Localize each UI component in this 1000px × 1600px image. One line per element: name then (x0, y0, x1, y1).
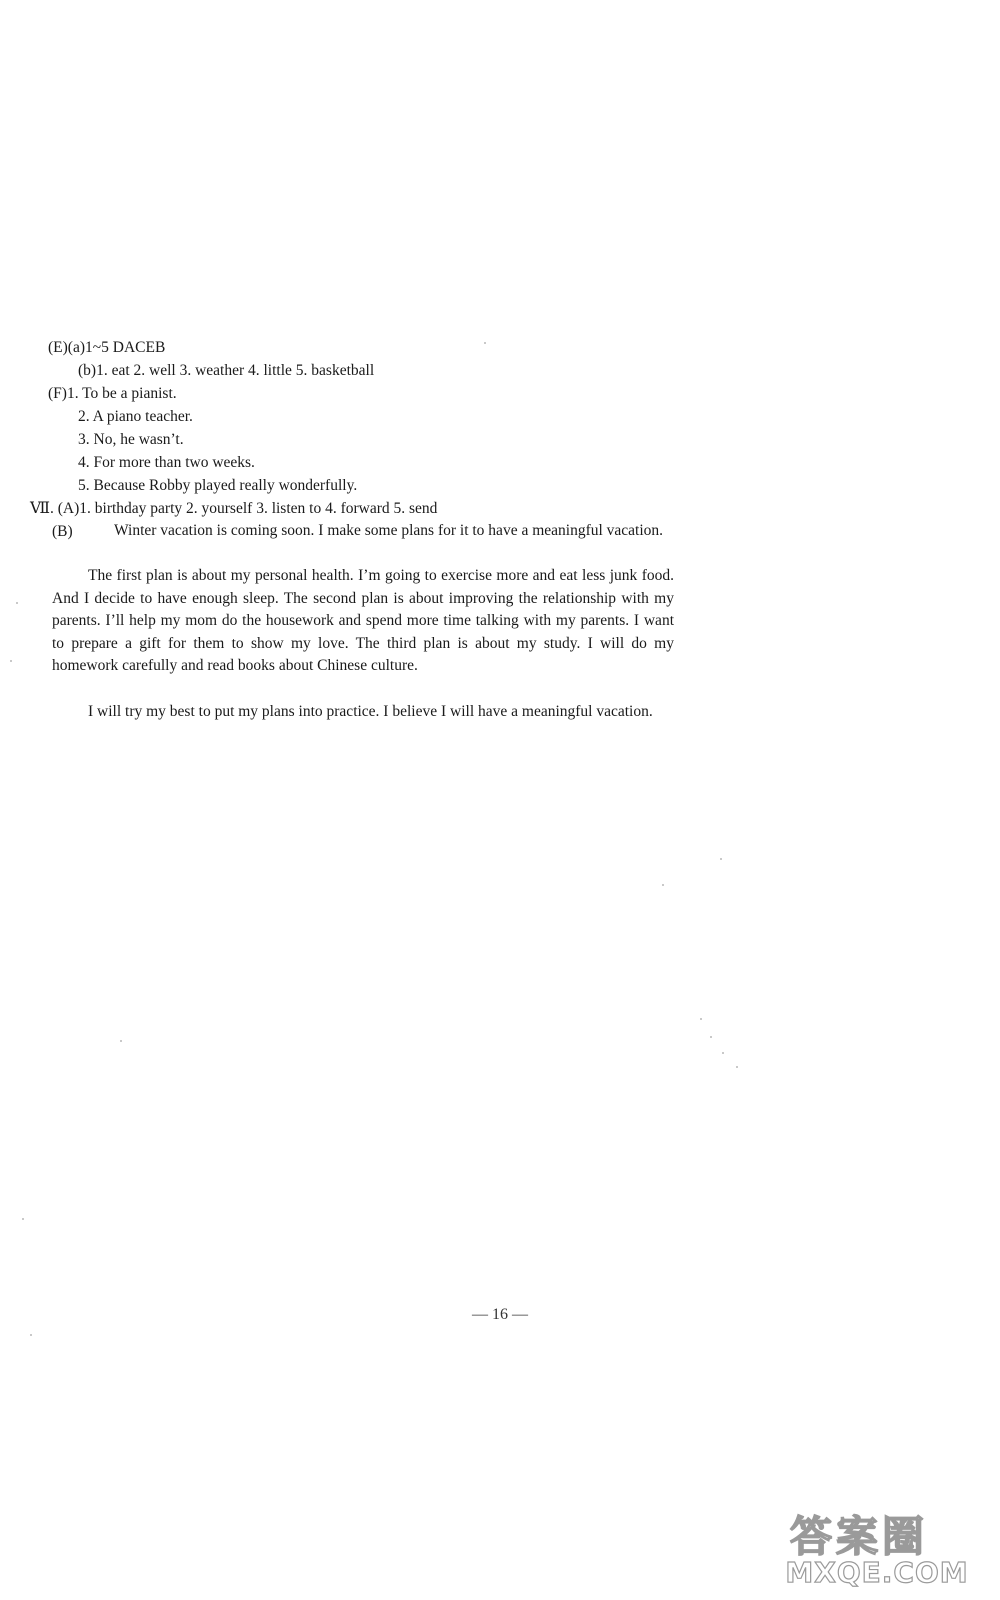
answer-vii-a: Ⅶ. (A)1. birthday party 2. yourself 3. listen to 4. forward 5. send (30, 500, 438, 517)
watermark-chars: 答案圈 (790, 1512, 929, 1561)
answer-b-label: (B) (52, 523, 73, 540)
scan-speck (700, 1018, 702, 1020)
scan-speck (484, 342, 486, 344)
answer-e-b: (b)1. eat 2. well 3. weather 4. little 5. basketball (78, 362, 375, 379)
essay-paragraph-2: The first plan is about my personal health. I’m going to exercise more and eat less junk food. And I decide to have enough sleep. The second plan is about improving the relationship with my parents. I’ll help my mom do the housework and spend more time talking with my parents. I want to prepare a gift for them to show my love. The third plan is about my study. I will do my homework carefully and read books about Chinese culture. (52, 567, 674, 675)
scan-speck (22, 1218, 24, 1220)
answer-f-2: 2. A piano teacher. (78, 408, 193, 425)
scan-speck (736, 1066, 738, 1068)
site-watermark-logo (782, 1504, 972, 1594)
scan-speck (720, 858, 722, 860)
answer-f-4: 4. For more than two weeks. (78, 454, 255, 471)
scan-speck (710, 1036, 712, 1038)
page-number: — 16 — (472, 1306, 528, 1323)
scan-speck (662, 884, 664, 886)
answer-f-5: 5. Because Robby played really wonderfully. (78, 477, 358, 494)
scan-speck (722, 1052, 724, 1054)
answer-e-a: (E)(a)1~5 DACEB (48, 339, 166, 356)
essay-paragraph-3: I will try my best to put my plans into practice. I believe I will have a meaningful vacation. (88, 703, 653, 720)
answer-f-3: 3. No, he wasn’t. (78, 431, 184, 448)
scan-speck (30, 1334, 32, 1336)
answer-f-1: (F)1. To be a pianist. (48, 385, 177, 402)
essay-paragraph-1: Winter vacation is coming soon. I make some plans for it to have a meaningful vacation. (114, 522, 664, 539)
watermark-domain: MXQE.COM (785, 1556, 969, 1589)
scan-speck (120, 1040, 122, 1042)
scan-speck (10, 660, 12, 662)
scan-speck (16, 602, 18, 604)
